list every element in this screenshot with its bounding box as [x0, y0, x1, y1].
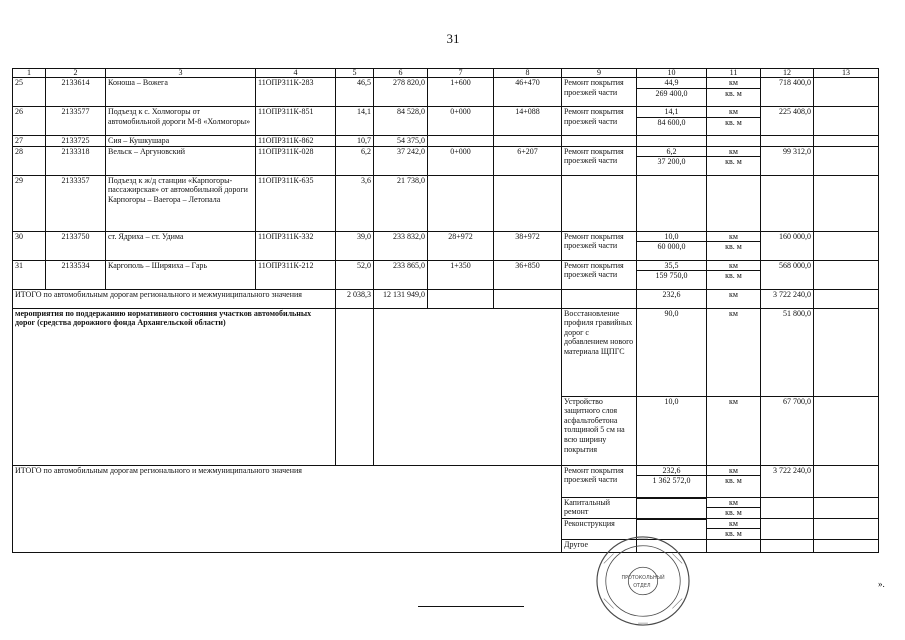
road-code: 2133577 [46, 107, 106, 136]
work-quantity [637, 175, 707, 231]
row-number: 28 [13, 146, 46, 175]
total-length: 2 038,3 [336, 289, 374, 308]
work-quantity [637, 497, 707, 518]
road-id: 11ОПРЗ11К-332 [256, 231, 336, 260]
work-type: Реконструкция [562, 518, 637, 539]
column-number: 7 [428, 69, 494, 78]
km-to: 46+470 [494, 78, 562, 107]
road-name: Вельск – Аргуновский [106, 146, 256, 175]
work-unit: км [707, 308, 761, 396]
road-value: 278 820,0 [374, 78, 428, 107]
km-to [494, 136, 562, 147]
work-type: Ремонт покрытия проезжей части [562, 260, 637, 289]
road-value: 84 528,0 [374, 107, 428, 136]
road-name: Каргополь – Ширяиха – Гарь [106, 260, 256, 289]
road-code: 2133725 [46, 136, 106, 147]
work-unit: км [707, 396, 761, 465]
measure-row [13, 308, 879, 396]
table-row [13, 78, 879, 107]
work-unit: км кв. м [707, 107, 761, 136]
row-number: 31 [13, 260, 46, 289]
road-code: 2133534 [46, 260, 106, 289]
road-length: 46,5 [336, 78, 374, 107]
work-quantity: 14,1 84 600,0 [637, 107, 707, 136]
work-unit: км кв. м [707, 78, 761, 107]
work-sum [761, 518, 814, 539]
work-quantity: 6,2 37 200,0 [637, 146, 707, 175]
road-code: 2133614 [46, 78, 106, 107]
km-from: 1+350 [428, 260, 494, 289]
road-name: Подъезд к ж/д станции «Карпогоры-пассажирская» от автомобильной дороги Карпогоры – Ваегора – Летопала [106, 175, 256, 231]
road-length: 3,6 [336, 175, 374, 231]
road-value: 21 738,0 [374, 175, 428, 231]
road-code: 2133318 [46, 146, 106, 175]
km-from: 0+000 [428, 107, 494, 136]
work-sum: 568 000,0 [761, 260, 814, 289]
total-roads-row [13, 289, 879, 308]
road-name: ст. Ядриха – ст. Удима [106, 231, 256, 260]
km-to: 6+207 [494, 146, 562, 175]
work-sum [761, 539, 814, 552]
column-number: 5 [336, 69, 374, 78]
work-sum [761, 497, 814, 518]
grand-total-row [13, 465, 879, 497]
work-type: Капитальный ремонт [562, 497, 637, 518]
work-unit [707, 539, 761, 552]
road-length: 14,1 [336, 107, 374, 136]
km-from: 1+600 [428, 78, 494, 107]
table-row [13, 136, 879, 147]
note-cell [814, 78, 879, 107]
note-cell [814, 231, 879, 260]
work-sum: 718 400,0 [761, 78, 814, 107]
work-quantity: 35,5 159 750,0 [637, 260, 707, 289]
column-number: 11 [707, 69, 761, 78]
work-quantity: 44,9 269 400,0 [637, 78, 707, 107]
total-unit: км [707, 289, 761, 308]
work-sum: 99 312,0 [761, 146, 814, 175]
road-value: 233 832,0 [374, 231, 428, 260]
work-sum: 67 700,0 [761, 396, 814, 465]
total-value: 12 131 949,0 [374, 289, 428, 308]
work-sum: 160 000,0 [761, 231, 814, 260]
note-cell [814, 175, 879, 231]
road-id: 11ОПРЗ11К-283 [256, 78, 336, 107]
grand-total-label: ИТОГО по автомобильным дорогам регионального и межмуниципального значения [13, 465, 562, 552]
column-number: 6 [374, 69, 428, 78]
work-quantity: 10,0 [637, 396, 707, 465]
row-number: 29 [13, 175, 46, 231]
table-row [13, 107, 879, 136]
column-number: 13 [814, 69, 879, 78]
work-unit: км кв. м [707, 518, 761, 539]
work-type: Другое [562, 539, 637, 552]
table-row [13, 231, 879, 260]
road-code: 2133357 [46, 175, 106, 231]
footer-rule [418, 606, 524, 607]
work-unit: км кв. м [707, 231, 761, 260]
row-number: 25 [13, 78, 46, 107]
work-sum: 3 722 240,0 [761, 465, 814, 497]
km-from [428, 175, 494, 231]
row-number: 30 [13, 231, 46, 260]
km-from: 28+972 [428, 231, 494, 260]
work-unit: км кв. м [707, 260, 761, 289]
work-type [562, 175, 637, 231]
road-works-table [12, 68, 879, 553]
km-to: 36+850 [494, 260, 562, 289]
work-unit [707, 136, 761, 147]
page-number: 31 [446, 31, 460, 46]
official-stamp [594, 534, 692, 628]
note-cell [814, 260, 879, 289]
work-type: Ремонт покрытия проезжей части [562, 146, 637, 175]
work-type: Устройство защитного слоя асфальтобетона толщиной 5 см на всю ширину покрытия [562, 396, 637, 465]
road-id: 11ОПРЗ11К-635 [256, 175, 336, 231]
trailing-mark: ». [878, 579, 885, 589]
road-id: 11ОПРЗ11К-212 [256, 260, 336, 289]
column-number: 1 [13, 69, 46, 78]
work-type: Ремонт покрытия проезжей части [562, 78, 637, 107]
work-unit [707, 175, 761, 231]
km-to: 14+088 [494, 107, 562, 136]
road-length: 52,0 [336, 260, 374, 289]
road-length: 10,7 [336, 136, 374, 147]
work-type [562, 136, 637, 147]
work-type: Восстановление профиля гравийных дорог с добавлением нового материала ЩПГС [562, 308, 637, 396]
column-number: 3 [106, 69, 256, 78]
column-number: 12 [761, 69, 814, 78]
road-value: 54 375,0 [374, 136, 428, 147]
km-from: 0+000 [428, 146, 494, 175]
total-label: ИТОГО по автомобильным дорогам регионального и межмуниципального значения [13, 289, 336, 308]
work-type: Ремонт покрытия проезжей части [562, 231, 637, 260]
work-type: Ремонт покрытия проезжей части [562, 465, 637, 497]
note-cell [814, 146, 879, 175]
work-unit: км кв. м [707, 146, 761, 175]
road-name: Подъезд к с. Холмогоры от автомобильной дороги М-8 «Холмогоры» [106, 107, 256, 136]
road-name: Сия – Кушкушара [106, 136, 256, 147]
row-number: 26 [13, 107, 46, 136]
svg-text:ПРОТОКОЛЬНЫЙ: ПРОТОКОЛЬНЫЙ [621, 575, 665, 582]
road-length: 39,0 [336, 231, 374, 260]
table-row [13, 146, 879, 175]
column-number: 4 [256, 69, 336, 78]
road-length: 6,2 [336, 146, 374, 175]
km-from [428, 136, 494, 147]
column-number: 10 [637, 69, 707, 78]
road-id: 11ОПРЗ11К-851 [256, 107, 336, 136]
column-number: 8 [494, 69, 562, 78]
measures-label: мероприятия по поддержанию нормативного состояния участков автомобильных дорог (средства дорожного фонда Архангельской области) [13, 308, 336, 465]
note-cell [814, 136, 879, 147]
work-quantity: 10,0 60 000,0 [637, 231, 707, 260]
work-quantity [637, 136, 707, 147]
column-number: 2 [46, 69, 106, 78]
road-code: 2133750 [46, 231, 106, 260]
work-unit: км кв. м [707, 465, 761, 497]
road-id: 11ОПРЗ11К-028 [256, 146, 336, 175]
road-name: Коноша – Вожега [106, 78, 256, 107]
note-cell [814, 107, 879, 136]
work-unit: км кв. м [707, 497, 761, 518]
row-number: 27 [13, 136, 46, 147]
road-value: 37 242,0 [374, 146, 428, 175]
work-sum [761, 175, 814, 231]
total-sum: 3 722 240,0 [761, 289, 814, 308]
svg-text:ОТДЕЛ: ОТДЕЛ [633, 582, 651, 589]
km-to: 38+972 [494, 231, 562, 260]
work-sum [761, 136, 814, 147]
column-number-header [13, 69, 879, 78]
work-type: Ремонт покрытия проезжей части [562, 107, 637, 136]
table-row [13, 175, 879, 231]
work-quantity: 232,6 1 362 572,0 [637, 465, 707, 497]
km-to [494, 175, 562, 231]
work-sum: 51 800,0 [761, 308, 814, 396]
road-value: 233 865,0 [374, 260, 428, 289]
work-sum: 225 408,0 [761, 107, 814, 136]
total-quantity: 232,6 [637, 289, 707, 308]
road-id: 11ОПРЗ11К-862 [256, 136, 336, 147]
work-quantity: 90,0 [637, 308, 707, 396]
table-row [13, 260, 879, 289]
column-number: 9 [562, 69, 637, 78]
